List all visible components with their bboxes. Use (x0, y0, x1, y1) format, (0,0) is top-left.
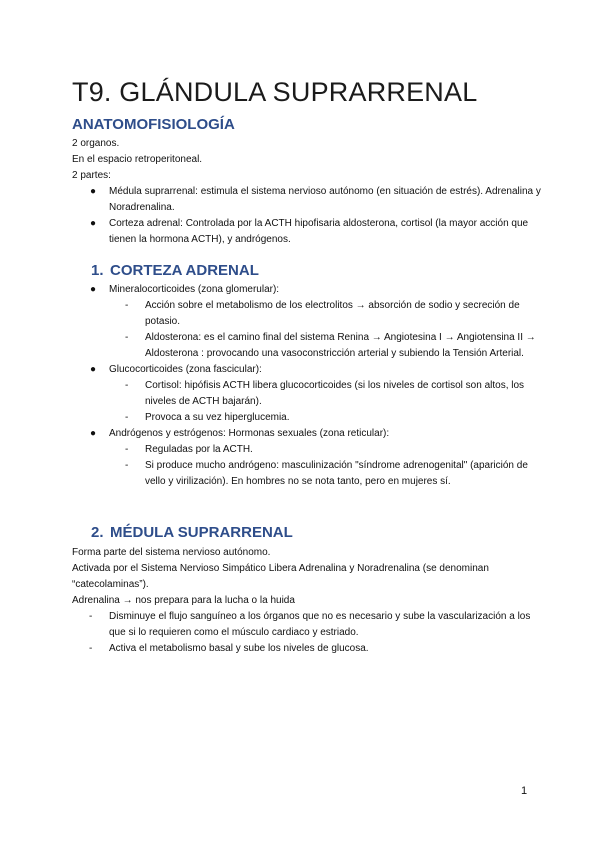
page-number: 1 (521, 785, 528, 797)
bullet-text: Andrógenos y estrógenos: Hormonas sexuales (zona reticular): (109, 428, 390, 439)
paragraph-line: Adrenalina → nos prepara para la lucha o la huida (72, 595, 295, 606)
bullet-icon: ● (90, 186, 97, 197)
bullet-item (72, 282, 542, 362)
dash-icon: - (89, 611, 93, 622)
section-body-anatomofisiologia (72, 136, 542, 248)
dash-text: Aldosterona: es el camino final del sistema Renina → Angiotesina I → Angiotensina II → Aldosterona : provocando una vasoconstricción arterial y subiendo la Tensión Arterial. (145, 332, 536, 359)
dash-item (72, 609, 542, 641)
section-heading-medula-suprarrenal (91, 524, 293, 542)
dash-list (72, 609, 542, 657)
dash-item (109, 458, 542, 490)
dash-text: Reguladas por la ACTH. (145, 444, 253, 455)
paragraph-line: 2 partes: (72, 170, 111, 181)
dash-list (109, 298, 542, 362)
dash-item (109, 330, 542, 362)
bullet-icon: ● (90, 218, 97, 229)
dash-item (72, 641, 542, 657)
dash-text: Provoca a su vez hiperglucemia. (145, 412, 290, 423)
bullet-icon: ● (90, 284, 97, 295)
dash-item (109, 298, 542, 330)
dash-text: Si produce mucho andrógeno: masculinización "síndrome adrenogenital" (aparición de vello y virilización). En hombres no se nota tanto, pero en mujeres sí. (145, 460, 528, 487)
paragraph-line: Activada por el Sistema Nervioso Simpático Libera Adrenalina y Noradrenalina (se denominan “catecolaminas”). (72, 563, 489, 590)
bullet-icon: ● (90, 428, 97, 439)
bullet-item (72, 184, 542, 216)
dash-icon: - (125, 300, 129, 311)
bullet-item (72, 426, 542, 490)
dash-list (109, 378, 542, 426)
dash-icon: - (125, 460, 129, 471)
section-number: 2. (91, 524, 104, 541)
paragraph-line: Forma parte del sistema nervioso autónomo. (72, 547, 271, 558)
dash-icon: - (125, 444, 129, 455)
dash-icon: - (125, 332, 129, 343)
section-heading-corteza-adrenal (91, 262, 259, 280)
dash-item (109, 442, 542, 458)
dash-text: Acción sobre el metabolismo de los electrolitos → absorción de sodio y secreción de potasio. (145, 300, 520, 327)
paragraph-line: En el espacio retroperitoneal. (72, 154, 203, 165)
bullet-item (72, 362, 542, 426)
bullet-text: Médula suprarrenal: estimula el sistema nervioso autónomo (en situación de estrés). Adrenalina y Noradrenalina. (109, 186, 541, 213)
dash-icon: - (89, 643, 93, 654)
dash-text: Cortisol: hipófisis ACTH libera glucocorticoides (si los niveles de cortisol son altos, los niveles de ACTH bajarán). (145, 380, 525, 407)
section-title: CORTEZA ADRENAL (110, 262, 259, 279)
page-title: T9. GLÁNDULA SUPRARRENAL (72, 77, 478, 107)
section-body-medula-suprarrenal (72, 545, 542, 657)
dash-icon: - (125, 380, 129, 391)
bullet-text: Glucocorticoides (zona fascicular): (109, 364, 262, 375)
dash-item (109, 378, 542, 410)
paragraph-line: 2 organos. (72, 138, 120, 149)
section-number: 1. (91, 262, 104, 279)
bullet-list (72, 184, 542, 248)
dash-icon: - (125, 412, 129, 423)
bullet-text: Corteza adrenal: Controlada por la ACTH hipofisaria aldosterona, cortisol (la mayor acción que tienen la hormona ACTH), y andrógenos. (109, 218, 529, 245)
bullet-icon: ● (90, 364, 97, 375)
dash-text: Disminuye el flujo sanguíneo a los órganos que no es necesario y sube la vascularización a los que si lo requieren como el músculo cardiaco y estriado. (109, 611, 531, 638)
dash-text: Activa el metabolismo basal y sube los niveles de glucosa. (109, 643, 369, 654)
section-body-corteza-adrenal (72, 282, 542, 490)
bullet-item (72, 216, 542, 248)
section-title: MÉDULA SUPRARRENAL (110, 524, 293, 541)
dash-item (109, 410, 542, 426)
bullet-text: Mineralocorticoides (zona glomerular): (109, 284, 280, 295)
section-heading-anatomofisiologia: ANATOMOFISIOLOGÍA (72, 116, 235, 133)
bullet-list (72, 282, 542, 490)
dash-list (109, 442, 542, 490)
